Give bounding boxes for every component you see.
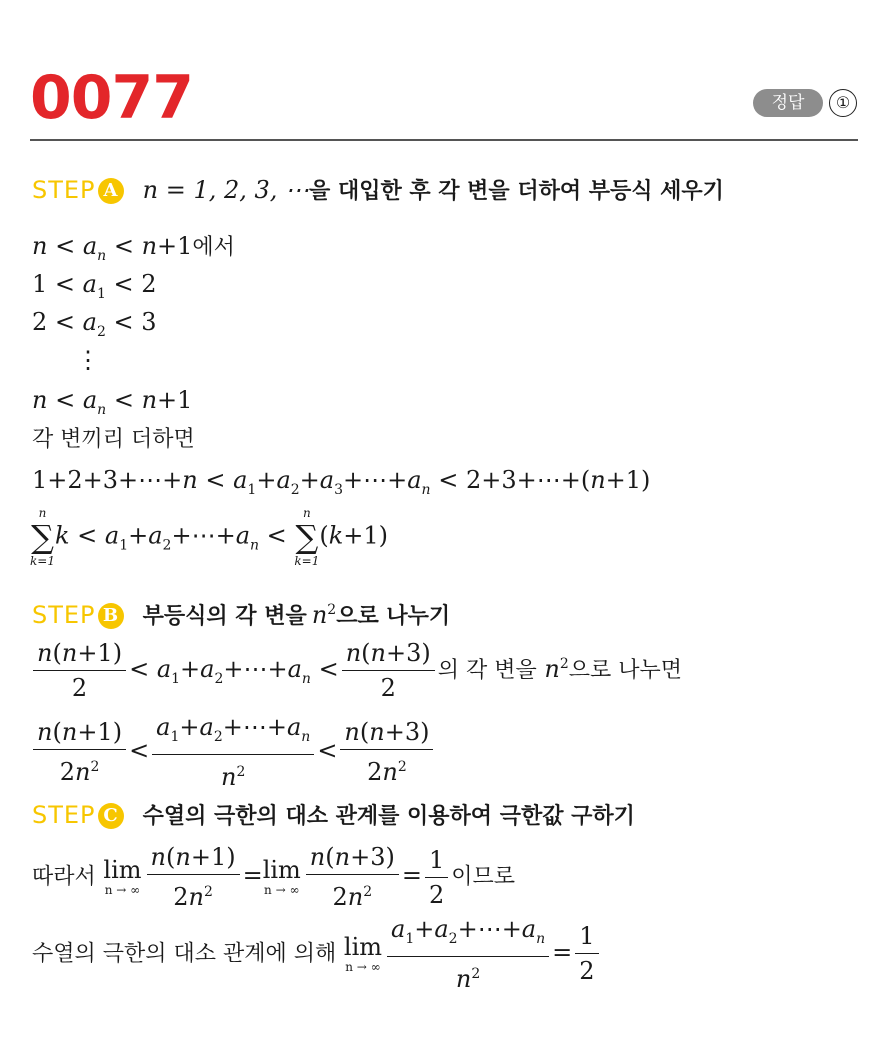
ineq-general: $n < a_n < n+1$에서 <box>32 232 235 264</box>
summed-inequality: 1+2+3+⋯+n < $a_1+a_2+a_3+\cdots+a_n$ < 2+3+⋯+(n+1) <box>32 466 651 498</box>
answer-value: ① <box>829 89 857 117</box>
ineq-general-suffix: 에서 <box>192 235 235 260</box>
add-sides-text: 각 변끼리 더하면 <box>32 427 195 452</box>
limit-equation-prefix: 따라서 <box>32 864 96 890</box>
problem-number: 0077 <box>30 63 193 133</box>
limit-equation: 따라서 lim n → ∞ $\frac{n(n+1)}{2n^2}$ =lim n → ∞ $\frac{n(n+3)}{2n^2}$ = $\frac{1}{2}$ 이므로 <box>32 843 516 911</box>
sigma-left: n ∑ k=1 <box>30 506 55 568</box>
final-limit-prefix: 수열의 극한의 대소 관계에 의해 <box>32 941 337 967</box>
step-c-label: STEP <box>32 801 96 829</box>
divided-inequality: $\frac{n(n+1)}{2n^2}$ < $\frac{a_1+a_2+\cdots+a_n}{n^2}$ < $\frac{n(n+3)}{2n^2}$ <box>30 712 436 792</box>
step-c-heading <box>32 800 635 832</box>
step-c-badge: C <box>98 803 124 829</box>
vertical-dots: ⋮ <box>76 346 100 374</box>
fraction-inequality-suffix-2: 으로 나누면 <box>568 658 683 683</box>
step-a-badge: A <box>98 178 124 204</box>
step-c-title: 수열의 극한의 대소 관계를 이용하여 극한값 구하기 <box>142 804 635 829</box>
step-a-label: STEP <box>32 176 96 204</box>
sigma-inequality: n ∑ k=1 $k < a_1+a_2+\cdots+a_n$ < n ∑ k=1 (k+1) <box>30 506 389 568</box>
step-a-title: 을 대입한 후 각 변을 더하여 부등식 세우기 <box>309 179 724 204</box>
ineq-1: $1 < a_1 < 2$ <box>32 270 157 302</box>
step-b-title-math: $n^2$ <box>311 601 337 629</box>
final-limit: 수열의 극한의 대소 관계에 의해 lim n → ∞ $\frac{a_1+a_2+\cdots+a_n}{n^2}$ = $\frac{1}{2}$ <box>32 914 602 994</box>
limit-equation-suffix: 이므로 <box>451 864 516 890</box>
step-b-label: STEP <box>32 601 96 629</box>
step-a-heading <box>32 174 724 207</box>
step-b-heading <box>32 594 450 632</box>
fraction-inequality-suffix-1: 의 각 변을 <box>437 658 537 683</box>
answer-label-badge: 정답 <box>753 89 823 117</box>
fraction-inequality: $\frac{n(n+1)}{2}$ < $a_1+a_2+\cdots+a_n$ < $\frac{n(n+3)}{2}$ 의 각 변을 $n^2$으로 나누면 <box>30 638 682 703</box>
header-divider <box>30 139 858 141</box>
step-b-title-2: 으로 나누기 <box>336 604 451 629</box>
step-b-title-1: 부등식의 각 변을 <box>142 604 307 629</box>
ineq-2: $2 < a_2 < 3$ <box>32 308 157 340</box>
sigma-right: n ∑ k=1 <box>294 506 320 568</box>
step-a-title-math: n = 1, 2, 3, ⋯ <box>142 176 310 204</box>
ineq-n: $n < a_n < n+1$ <box>32 386 193 418</box>
step-b-badge: B <box>98 603 124 629</box>
